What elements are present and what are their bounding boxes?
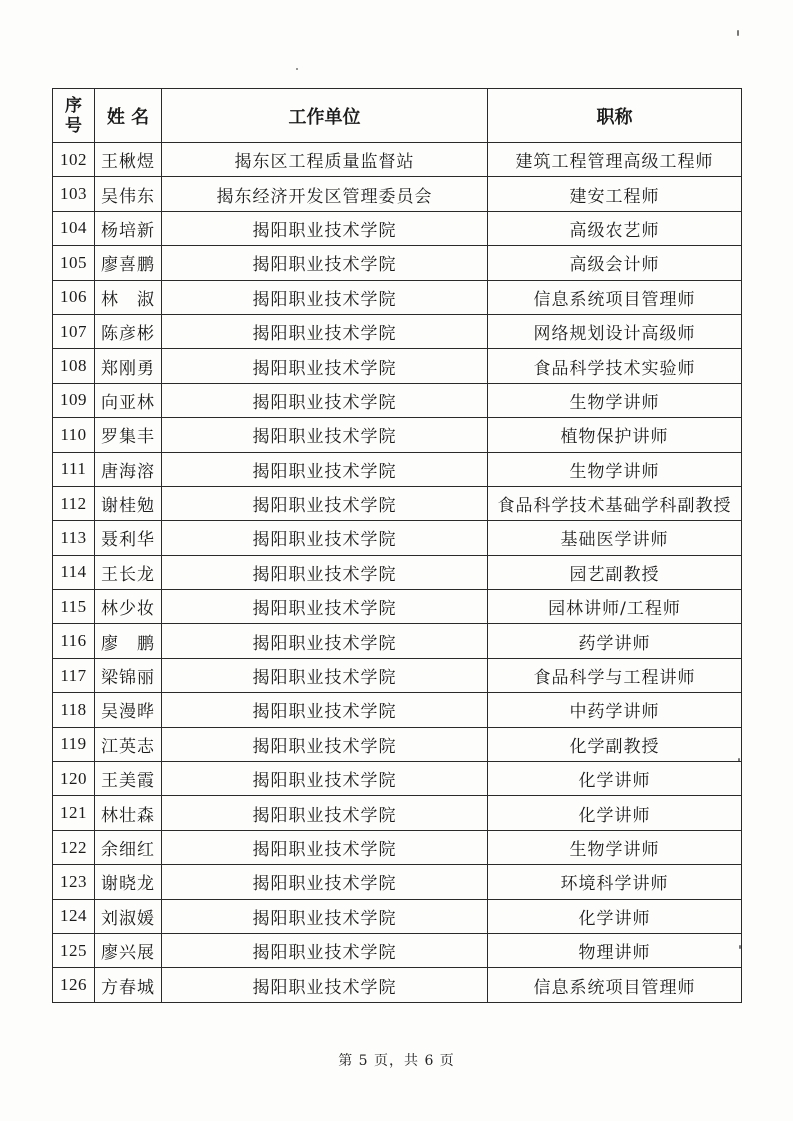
row-title: 信息系统项目管理师	[488, 968, 742, 1002]
row-seq: 104	[53, 211, 95, 245]
row-unit: 揭阳职业技术学院	[162, 899, 488, 933]
table-row	[53, 624, 742, 658]
table-row	[53, 521, 742, 555]
row-name: 刘淑媛	[95, 899, 162, 933]
table-row	[53, 762, 742, 796]
row-unit: 揭阳职业技术学院	[162, 521, 488, 555]
row-name: 杨培新	[95, 211, 162, 245]
row-seq: 112	[53, 486, 95, 520]
row-title: 化学讲师	[488, 762, 742, 796]
scan-speck	[737, 30, 739, 36]
row-title: 食品科学技术基础学科副教授	[488, 486, 742, 520]
header-name: 姓 名	[95, 89, 162, 143]
table-row	[53, 418, 742, 452]
table-row	[53, 211, 742, 245]
row-name: 郑刚勇	[95, 349, 162, 383]
table-row	[53, 590, 742, 624]
row-unit: 揭阳职业技术学院	[162, 830, 488, 864]
row-unit: 揭阳职业技术学院	[162, 452, 488, 486]
row-seq: 125	[53, 933, 95, 967]
row-seq: 113	[53, 521, 95, 555]
table-row	[53, 280, 742, 314]
row-title: 高级农艺师	[488, 211, 742, 245]
row-title: 园艺副教授	[488, 555, 742, 589]
row-name: 谢桂勉	[95, 486, 162, 520]
row-unit: 揭阳职业技术学院	[162, 968, 488, 1002]
row-name: 谢晓龙	[95, 865, 162, 899]
row-name: 廖兴展	[95, 933, 162, 967]
row-seq: 108	[53, 349, 95, 383]
row-unit: 揭阳职业技术学院	[162, 865, 488, 899]
row-seq: 106	[53, 280, 95, 314]
table-row	[53, 314, 742, 348]
row-unit: 揭阳职业技术学院	[162, 624, 488, 658]
row-name: 聂利华	[95, 521, 162, 555]
table-row	[53, 899, 742, 933]
row-seq: 123	[53, 865, 95, 899]
row-seq: 119	[53, 727, 95, 761]
page-footer: 第 5 页，共 6 页	[338, 1053, 455, 1069]
table-row	[53, 796, 742, 830]
row-unit: 揭阳职业技术学院	[162, 590, 488, 624]
row-unit: 揭阳职业技术学院	[162, 211, 488, 245]
row-name: 方春城	[95, 968, 162, 1002]
personnel-table	[52, 88, 742, 1003]
table-body	[53, 143, 742, 1003]
row-seq: 117	[53, 658, 95, 692]
row-seq: 109	[53, 383, 95, 417]
row-unit: 揭阳职业技术学院	[162, 762, 488, 796]
table-row	[53, 693, 742, 727]
row-seq: 105	[53, 246, 95, 280]
row-title: 网络规划设计高级师	[488, 314, 742, 348]
row-seq: 120	[53, 762, 95, 796]
table-row	[53, 933, 742, 967]
table-row	[53, 968, 742, 1002]
row-title: 生物学讲师	[488, 383, 742, 417]
row-name: 王长龙	[95, 555, 162, 589]
row-unit: 揭阳职业技术学院	[162, 555, 488, 589]
row-name: 唐海溶	[95, 452, 162, 486]
table-row	[53, 383, 742, 417]
row-name: 吴伟东	[95, 177, 162, 211]
row-name: 陈彦彬	[95, 314, 162, 348]
row-name: 罗集丰	[95, 418, 162, 452]
row-seq: 102	[53, 143, 95, 177]
row-unit: 揭东区工程质量监督站	[162, 143, 488, 177]
row-unit: 揭阳职业技术学院	[162, 418, 488, 452]
row-title: 生物学讲师	[488, 830, 742, 864]
row-title: 信息系统项目管理师	[488, 280, 742, 314]
row-unit: 揭阳职业技术学院	[162, 727, 488, 761]
scan-speck	[296, 68, 298, 70]
row-name: 吴漫晔	[95, 693, 162, 727]
row-name: 梁锦丽	[95, 658, 162, 692]
row-title: 园林讲师/工程师	[488, 590, 742, 624]
row-title: 基础医学讲师	[488, 521, 742, 555]
table-row	[53, 349, 742, 383]
row-title: 化学副教授	[488, 727, 742, 761]
table-row	[53, 658, 742, 692]
row-unit: 揭阳职业技术学院	[162, 486, 488, 520]
row-seq: 124	[53, 899, 95, 933]
header-seq	[53, 89, 95, 143]
table-row	[53, 727, 742, 761]
row-unit: 揭阳职业技术学院	[162, 280, 488, 314]
row-title: 化学讲师	[488, 796, 742, 830]
row-unit: 揭阳职业技术学院	[162, 658, 488, 692]
row-title: 食品科学技术实验师	[488, 349, 742, 383]
row-seq: 111	[53, 452, 95, 486]
row-title: 高级会计师	[488, 246, 742, 280]
row-unit: 揭阳职业技术学院	[162, 349, 488, 383]
row-name: 林 淑	[95, 280, 162, 314]
header-seq-line1: 序	[65, 95, 82, 116]
row-unit: 揭阳职业技术学院	[162, 796, 488, 830]
table-row	[53, 865, 742, 899]
table-row	[53, 830, 742, 864]
row-seq: 114	[53, 555, 95, 589]
row-title: 生物学讲师	[488, 452, 742, 486]
row-seq: 115	[53, 590, 95, 624]
row-title: 药学讲师	[488, 624, 742, 658]
row-title: 建安工程师	[488, 177, 742, 211]
row-name: 林壮森	[95, 796, 162, 830]
header-title: 职称	[488, 89, 742, 143]
row-name: 王楸煜	[95, 143, 162, 177]
row-seq: 122	[53, 830, 95, 864]
row-name: 廖喜鹏	[95, 246, 162, 280]
header-seq-line2: 号	[65, 115, 82, 136]
row-title: 环境科学讲师	[488, 865, 742, 899]
header-unit: 工作单位	[162, 89, 488, 143]
row-seq: 118	[53, 693, 95, 727]
table-row	[53, 555, 742, 589]
row-seq: 107	[53, 314, 95, 348]
row-title: 植物保护讲师	[488, 418, 742, 452]
table-row	[53, 486, 742, 520]
row-name: 廖 鹏	[95, 624, 162, 658]
row-title: 建筑工程管理高级工程师	[488, 143, 742, 177]
row-title: 食品科学与工程讲师	[488, 658, 742, 692]
row-seq: 121	[53, 796, 95, 830]
row-title: 化学讲师	[488, 899, 742, 933]
row-seq: 116	[53, 624, 95, 658]
row-seq: 126	[53, 968, 95, 1002]
row-name: 王美霞	[95, 762, 162, 796]
row-title: 物理讲师	[488, 933, 742, 967]
table-row	[53, 177, 742, 211]
row-name: 江英志	[95, 727, 162, 761]
row-seq: 103	[53, 177, 95, 211]
row-unit: 揭阳职业技术学院	[162, 693, 488, 727]
table-row	[53, 452, 742, 486]
row-seq: 110	[53, 418, 95, 452]
row-name: 林少妆	[95, 590, 162, 624]
row-name: 余细红	[95, 830, 162, 864]
row-name: 向亚林	[95, 383, 162, 417]
row-unit: 揭阳职业技术学院	[162, 314, 488, 348]
row-unit: 揭阳职业技术学院	[162, 383, 488, 417]
row-unit: 揭阳职业技术学院	[162, 246, 488, 280]
row-unit: 揭阳职业技术学院	[162, 933, 488, 967]
row-title: 中药学讲师	[488, 693, 742, 727]
table-row	[53, 246, 742, 280]
table-header-row	[53, 89, 742, 143]
row-unit: 揭东经济开发区管理委员会	[162, 177, 488, 211]
table-row	[53, 143, 742, 177]
